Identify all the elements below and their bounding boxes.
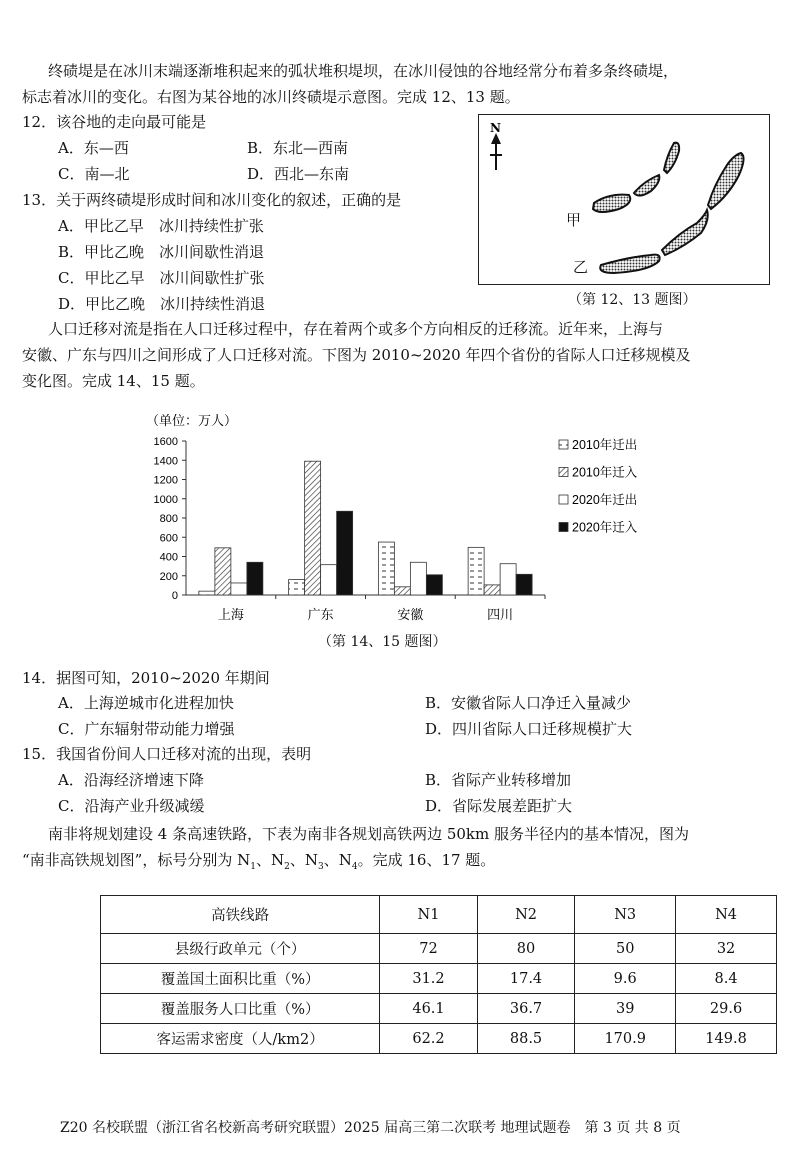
x-tick-label: 四川 bbox=[487, 608, 514, 623]
table-cell: 31.2 bbox=[380, 964, 478, 994]
chart-unit-label: （单位：万人） bbox=[146, 414, 238, 429]
table-cell: 覆盖服务人口比重（%） bbox=[101, 994, 380, 1024]
table-cell: 覆盖国土面积比重（%） bbox=[101, 964, 380, 994]
table-cell: 50 bbox=[575, 934, 676, 964]
bar-2010年迁入 bbox=[394, 587, 410, 595]
q13-option-d: D．甲比乙晚 冰川持续性消退 bbox=[58, 295, 266, 313]
table-header: N4 bbox=[676, 896, 777, 934]
moraine-map-drawing bbox=[479, 115, 769, 284]
y-tick-label: 600 bbox=[159, 532, 178, 545]
table-cell: 88.5 bbox=[477, 1024, 575, 1054]
intro-paragraph-2-cont: 安徽、广东与四川之间形成了人口迁移对流。下图为 2010~2020 年四个省份的省际人口迁移规模及 bbox=[22, 346, 691, 364]
table-row bbox=[101, 934, 777, 964]
y-tick-label: 1400 bbox=[153, 455, 178, 468]
intro-paragraph-1: 终碛堤是在冰川末端逐渐堆积起来的弧状堆积堤坝，在冰川侵蚀的谷地经常分布着多条终碛堤， bbox=[48, 62, 679, 80]
y-tick-label: 0 bbox=[171, 590, 178, 602]
table-cell: 149.8 bbox=[676, 1024, 777, 1054]
q14-option-c: C．广东辐射带动能力增强 bbox=[58, 720, 235, 738]
table-cell: 62.2 bbox=[380, 1024, 478, 1054]
table-cell: 72 bbox=[380, 934, 478, 964]
legend-swatch bbox=[559, 468, 568, 477]
x-tick-label: 广东 bbox=[307, 608, 334, 623]
bar-2020年迁出 bbox=[500, 564, 516, 595]
q15-option-a: A．沿海经济增速下降 bbox=[58, 771, 204, 789]
q12-option-b: B．东北—西南 bbox=[247, 139, 349, 157]
y-tick-label: 1000 bbox=[153, 493, 178, 506]
bar-2020年迁出 bbox=[231, 583, 247, 595]
table-cell: 170.9 bbox=[575, 1024, 676, 1054]
q15-stem: 15．我国省份间人口迁移对流的出现，表明 bbox=[22, 745, 312, 763]
q12-option-c: C．南—北 bbox=[58, 165, 130, 183]
table-cell: 17.4 bbox=[477, 964, 575, 994]
q14-option-a: A．上海逆城市化进程加快 bbox=[58, 694, 234, 712]
q13-option-b: B．甲比乙晚 冰川间歇性消退 bbox=[58, 243, 265, 261]
x-tick-label: 上海 bbox=[217, 608, 244, 623]
y-tick-label: 400 bbox=[159, 551, 178, 564]
table-cell: 39 bbox=[575, 994, 676, 1024]
table-row bbox=[101, 964, 777, 994]
legend-label: 2010年迁入 bbox=[572, 465, 638, 480]
bar-2020年迁入 bbox=[337, 511, 353, 595]
intro3-text-a: “南非高铁规划图”，标号分别为 N bbox=[22, 851, 251, 869]
bar-2020年迁入 bbox=[426, 575, 442, 595]
table-cell: 8.4 bbox=[676, 964, 777, 994]
x-tick-label: 安徽 bbox=[397, 608, 424, 623]
bar-2010年迁出 bbox=[289, 580, 305, 595]
table-header: N2 bbox=[477, 896, 575, 934]
intro-paragraph-1-cont: 标志着冰川的变化。右图为某谷地的冰川终碛堤示意图。完成 12、13 题。 bbox=[22, 88, 520, 106]
migration-bar-chart bbox=[140, 400, 680, 654]
table-header-row bbox=[101, 896, 777, 934]
table-row bbox=[101, 1024, 777, 1054]
legend-swatch bbox=[559, 440, 568, 449]
table-cell: 客运需求密度（人/km2） bbox=[101, 1024, 380, 1054]
table-cell: 9.6 bbox=[575, 964, 676, 994]
intro-paragraph-3-cont: “南非高铁规划图”，标号分别为 $N_1$、$N_2$、$N_3$、$N_4$。完成 16、17 题。 bbox=[22, 851, 496, 872]
q15-option-c: C．沿海产业升级减缓 bbox=[58, 797, 205, 815]
intro-paragraph-2-end: 变化图。完成 14、15 题。 bbox=[22, 372, 205, 390]
legend-label: 2020年迁入 bbox=[572, 520, 638, 535]
bar-2010年迁出 bbox=[378, 542, 394, 595]
north-arrow-icon bbox=[490, 133, 502, 170]
intro-paragraph-2: 人口迁移对流是指在人口迁移过程中，存在着两个或多个方向相反的迁移流。近年来，上海与 bbox=[48, 320, 664, 338]
q13-stem: 13．关于两终碛堤形成时间和冰川变化的叙述，正确的是 bbox=[22, 191, 402, 209]
q15-option-b: B．省际产业转移增加 bbox=[425, 771, 572, 789]
q13-option-a: A．甲比乙早 冰川持续性扩张 bbox=[58, 217, 264, 235]
label-jia: 甲 bbox=[566, 211, 582, 229]
intro3-text-b: 。完成 16、17 题。 bbox=[357, 851, 496, 869]
moraine-map bbox=[478, 114, 770, 285]
y-tick-label: 200 bbox=[159, 570, 178, 583]
q14-option-b: B．安徽省际人口净迁入量减少 bbox=[425, 694, 632, 712]
y-tick-label: 800 bbox=[159, 513, 178, 525]
table-cell: 32 bbox=[676, 934, 777, 964]
q14-option-d: D．四川省际人口迁移规模扩大 bbox=[425, 720, 633, 738]
bar-2010年迁入 bbox=[305, 461, 321, 595]
bar-2020年迁出 bbox=[321, 565, 337, 595]
q12-option-a: A．东—西 bbox=[58, 139, 129, 157]
chart-caption: （第 14、15 题图） bbox=[318, 634, 447, 650]
label-yi: 乙 bbox=[573, 258, 589, 276]
table-header: 高铁线路 bbox=[101, 896, 380, 934]
legend-swatch bbox=[559, 495, 568, 504]
bar-2020年迁入 bbox=[516, 574, 532, 595]
bar-2010年迁出 bbox=[199, 591, 215, 595]
bar-2020年迁出 bbox=[410, 562, 426, 595]
table-cell: 29.6 bbox=[676, 994, 777, 1024]
legend-label: 2010年迁出 bbox=[572, 438, 638, 452]
table-row bbox=[101, 994, 777, 1024]
moraine-jia bbox=[593, 143, 679, 212]
bar-2010年迁入 bbox=[484, 585, 500, 595]
table-cell: 36.7 bbox=[477, 994, 575, 1024]
q12-stem: 12．该谷地的走向最可能是 bbox=[22, 113, 207, 131]
bar-2020年迁入 bbox=[247, 562, 263, 595]
bar-2010年迁出 bbox=[468, 547, 484, 595]
page-footer: Z20 名校联盟（浙江省名校新高考研究联盟）2025 届高三第二次联考 地理试题卷 第 3 页 共 8 页 bbox=[60, 1120, 681, 1136]
table-cell: 80 bbox=[477, 934, 575, 964]
table-cell: 46.1 bbox=[380, 994, 478, 1024]
map-caption: （第 12、13 题图） bbox=[568, 292, 697, 308]
moraine-yi bbox=[600, 153, 743, 273]
table-cell: 县级行政单元（个） bbox=[101, 934, 380, 964]
legend-label: 2020年迁出 bbox=[572, 493, 638, 507]
rail-data-table bbox=[100, 895, 777, 1054]
north-label: N bbox=[490, 121, 501, 135]
table-header: N1 bbox=[380, 896, 478, 934]
y-tick-label: 1600 bbox=[153, 436, 178, 448]
q12-option-d: D．西北—东南 bbox=[247, 165, 350, 183]
table-header: N3 bbox=[575, 896, 676, 934]
legend-swatch bbox=[559, 523, 568, 532]
bar-2010年迁入 bbox=[215, 548, 231, 595]
y-tick-label: 1200 bbox=[153, 474, 178, 487]
chart-svg bbox=[140, 400, 680, 650]
q15-option-d: D．省际发展差距扩大 bbox=[425, 797, 573, 815]
q14-stem: 14．据图可知，2010~2020 年期间 bbox=[22, 669, 270, 687]
q13-option-c: C．甲比乙早 冰川间歇性扩张 bbox=[58, 269, 265, 287]
intro-paragraph-3: 南非将规划建设 4 条高速铁路，下表为南非各规划高铁两边 50km 服务半径内的基本情况，图为 bbox=[48, 825, 690, 843]
